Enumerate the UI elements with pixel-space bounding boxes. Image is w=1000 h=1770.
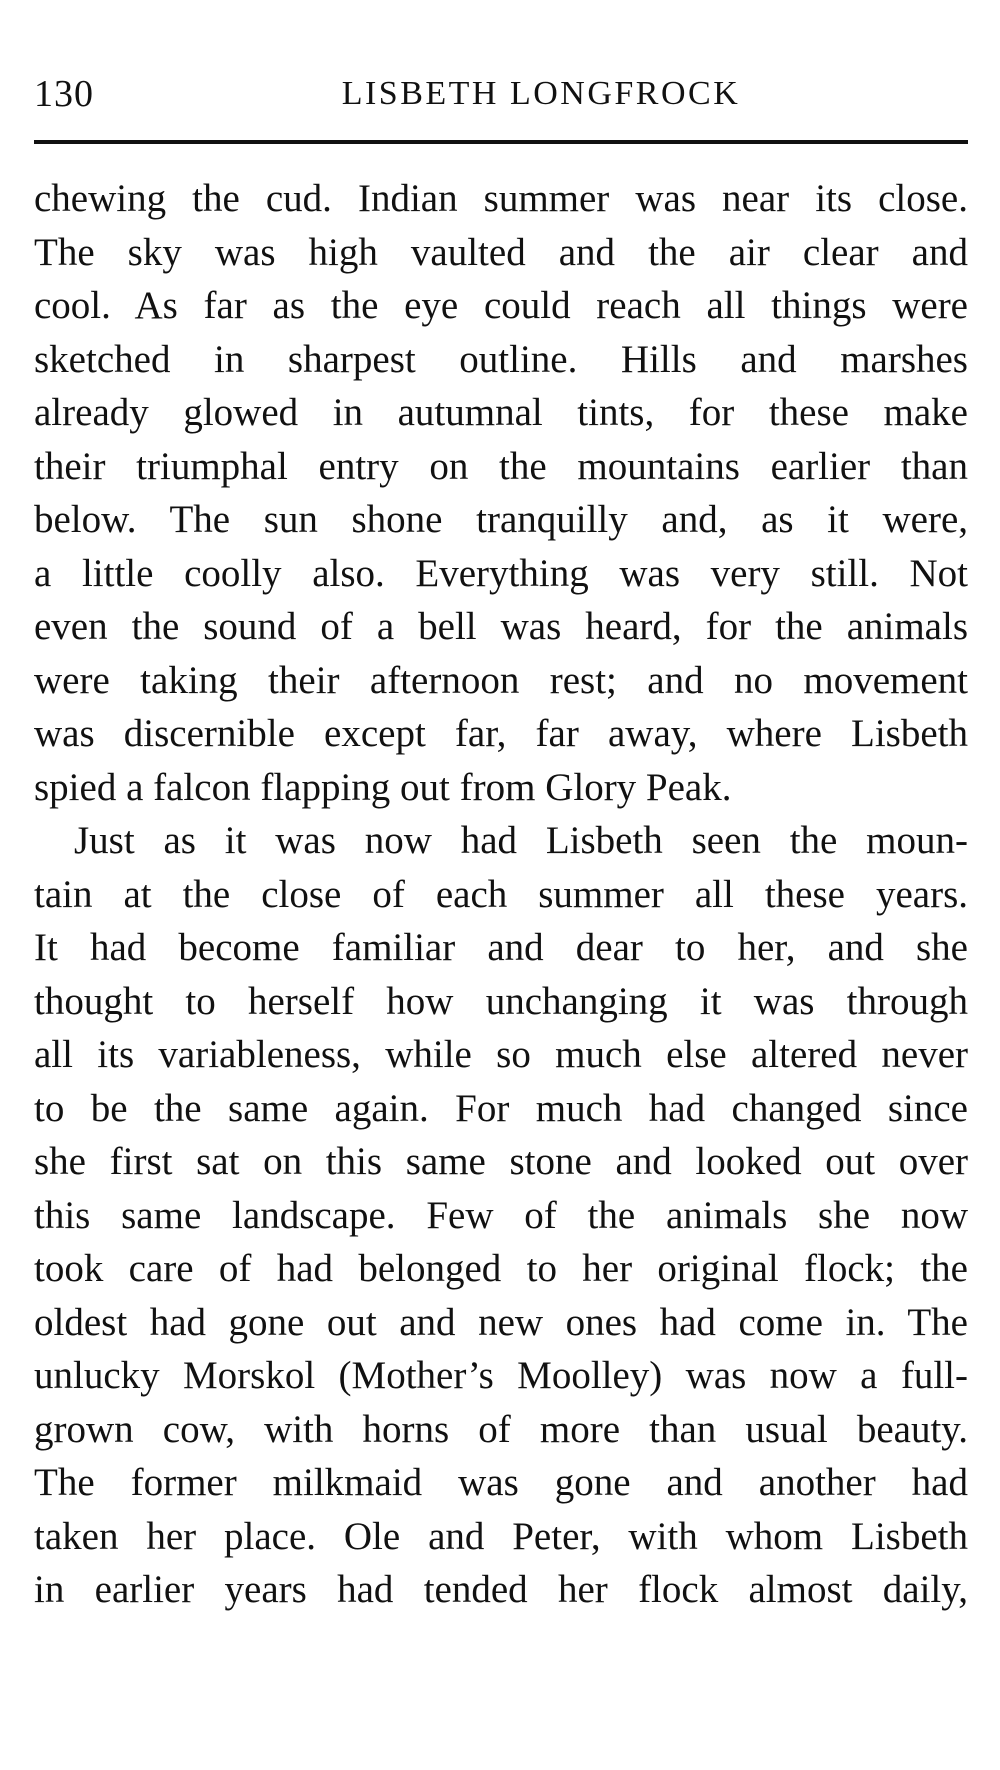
text-line: to be the same again. For much had changed since (34, 1086, 968, 1130)
body-text (34, 172, 968, 1617)
text-line: cool. As far as the eye could reach all things were (34, 284, 968, 327)
text-line: she first sat on this same stone and looked out over (34, 1140, 968, 1183)
text-line: chewing the cud. Indian summer was near its close. (34, 177, 968, 220)
text-line: The sky was high vaulted and the air clear and (34, 230, 968, 274)
text-line: spied a falcon flapping out from Glory Peak. (34, 765, 732, 809)
text-line: took care of had belonged to her original flock; the (34, 1247, 968, 1290)
text-line: oldest had gone out and new ones had come in. The (34, 1300, 968, 1344)
text-line: tain at the close of each summer all these years. (34, 872, 968, 916)
text-line: a little coolly also. Everything was very still. Not (34, 551, 968, 595)
running-head (34, 66, 968, 122)
text-line: was discernible except far, far away, where Lisbeth (34, 712, 968, 755)
text-line: grown cow, with horns of more than usual beauty. (34, 1407, 968, 1451)
text-line: were taking their afternoon rest; and no movement (34, 658, 968, 702)
text-line: their triumphal entry on the mountains earlier than (34, 444, 968, 488)
text-line: already glowed in autumnal tints, for these make (34, 391, 968, 434)
text-line: all its variableness, while so much else altered never (34, 1033, 968, 1076)
text-line: in earlier years had tended her flock almost daily, (34, 1568, 968, 1611)
header-rule (34, 140, 968, 144)
text-line: It had become familiar and dear to her, and she (34, 926, 968, 969)
text-line: The former milkmaid was gone and another had (34, 1461, 968, 1504)
text-line: Just as it was now had Lisbeth seen the moun- (74, 819, 968, 862)
running-title: LISBETH LONGFROCK (341, 75, 741, 112)
text-line: even the sound of a bell was heard, for the animals (34, 605, 968, 648)
text-line: thought to herself how unchanging it was through (34, 979, 968, 1023)
page-number: 130 (34, 73, 94, 115)
text-line: below. The sun shone tranquilly and, as it were, (34, 498, 968, 541)
text-line: taken her place. Ole and Peter, with whom Lisbeth (34, 1514, 968, 1558)
text-line: unlucky Morskol (Mother’s Moolley) was now a full- (34, 1354, 968, 1397)
text-line: this same landscape. Few of the animals she now (34, 1193, 968, 1237)
text-line: sketched in sharpest outline. Hills and marshes (34, 337, 968, 381)
